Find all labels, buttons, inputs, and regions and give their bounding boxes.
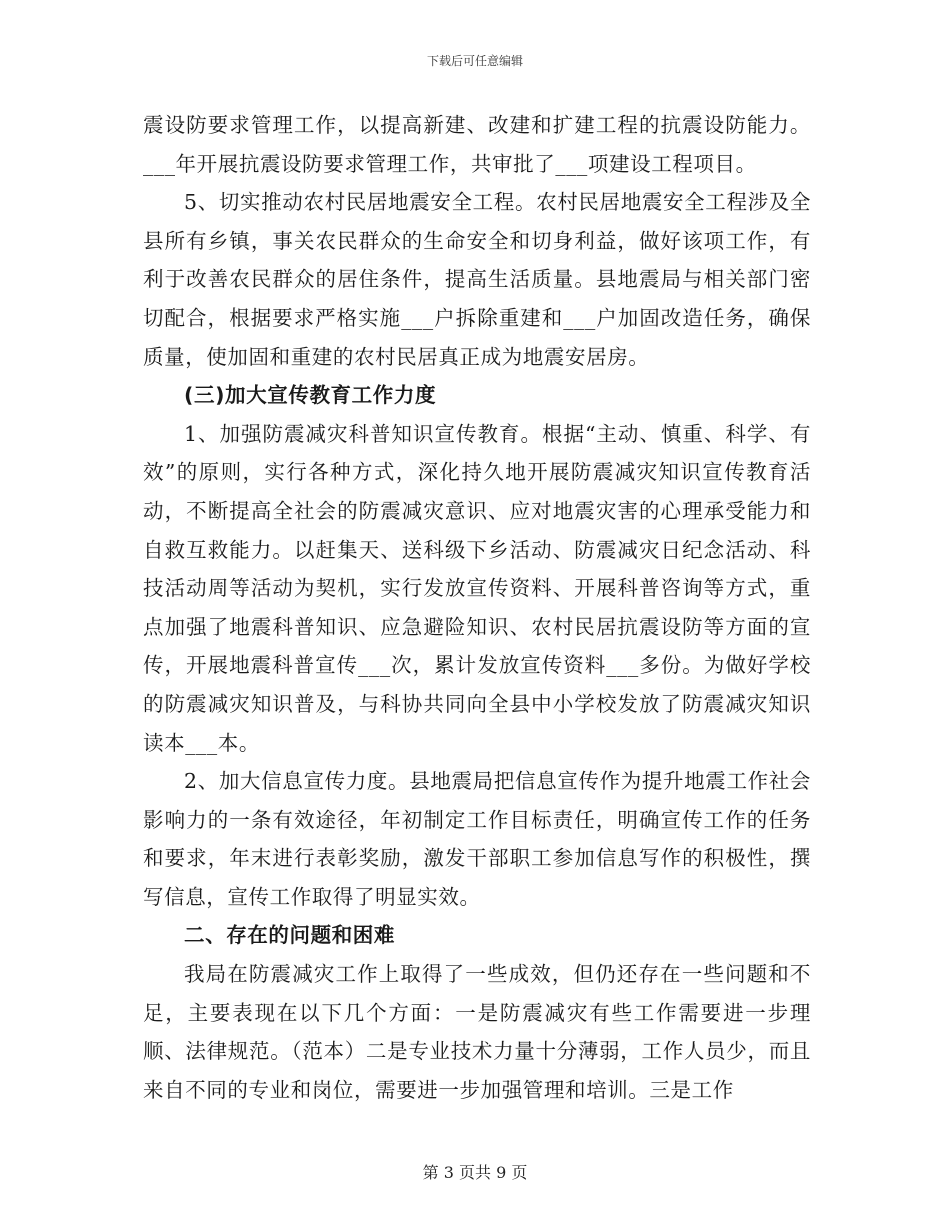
- paragraph-science-education: 1、加强防震减灾科普知识宣传教育。根据“主动、慎重、科学、有效”的原则，实行各种方式，深化持久地开展防震减灾知识宣传教育活动，不断提高全社会的防震减灾意识、应对地震灾害的心理承受能力和自救互救能力。以赶集天、送科级下乡活动、防震减灾日纪念活动、科技活动周等活动为契机，实行发放宣传资料、开展科普咨询等方式，重点加强了地震科普知识、应急避险知识、农村民居抗震设防等方面的宣传，开展地震科普宣传___次，累计发放宣传资料___多份。为做好学校的防震减灾知识普及，与科协共同向全县中小学校发放了防震减灾知识读本___本。: [143, 421, 811, 755]
- paragraph-rural-housing: 5、切实推动农村民居地震安全工程。农村民居地震安全工程涉及全县所有乡镇，事关农民群众的生命安全和切身利益，做好该项工作，有利于改善农民群众的居住条件，提高生活质量。县地震局与相关部门密切配合，根据要求严格实施___户拆除重建和___户加固改造任务，确保质量，使加固和重建的农村民居真正成为地震安居房。: [143, 190, 811, 369]
- section-heading-problems: 二、存在的问题和困难: [184, 923, 395, 948]
- paragraph-continuation: 震设防要求管理工作，以提高新建、改建和扩建工程的抗震设防能力。___年开展抗震设防要求管理工作，共审批了___项建设工程项目。: [143, 113, 811, 176]
- page-header: 下载后可任意编辑: [426, 54, 523, 68]
- paragraph-problems: 我局在防震减灾工作上取得了一些成效，但仍还存在一些问题和不足，主要表现在以下几个方面：一是防震减灾有些工作需要进一步理顺、法律规范。（范本）二是专业技术力量十分薄弱，工作人员少，而且来自不同的专业和岗位，需要进一步加强管理和培训。三是工作: [143, 962, 811, 1102]
- paragraph-information-publicity: 2、加大信息宣传力度。县地震局把信息宣传作为提升地震工作社会影响力的一条有效途径，年初制定工作目标责任，明确宣传工作的任务和要求，年末进行表彰奖励，激发干部职工参加信息写作的积极性，撰写信息，宣传工作取得了明显实效。: [143, 769, 811, 909]
- section-heading-publicity: (三)加大宣传教育工作力度: [184, 383, 437, 408]
- document-body: [143, 106, 811, 1109]
- page-footer: 第 3 页共 9 页: [422, 1163, 528, 1182]
